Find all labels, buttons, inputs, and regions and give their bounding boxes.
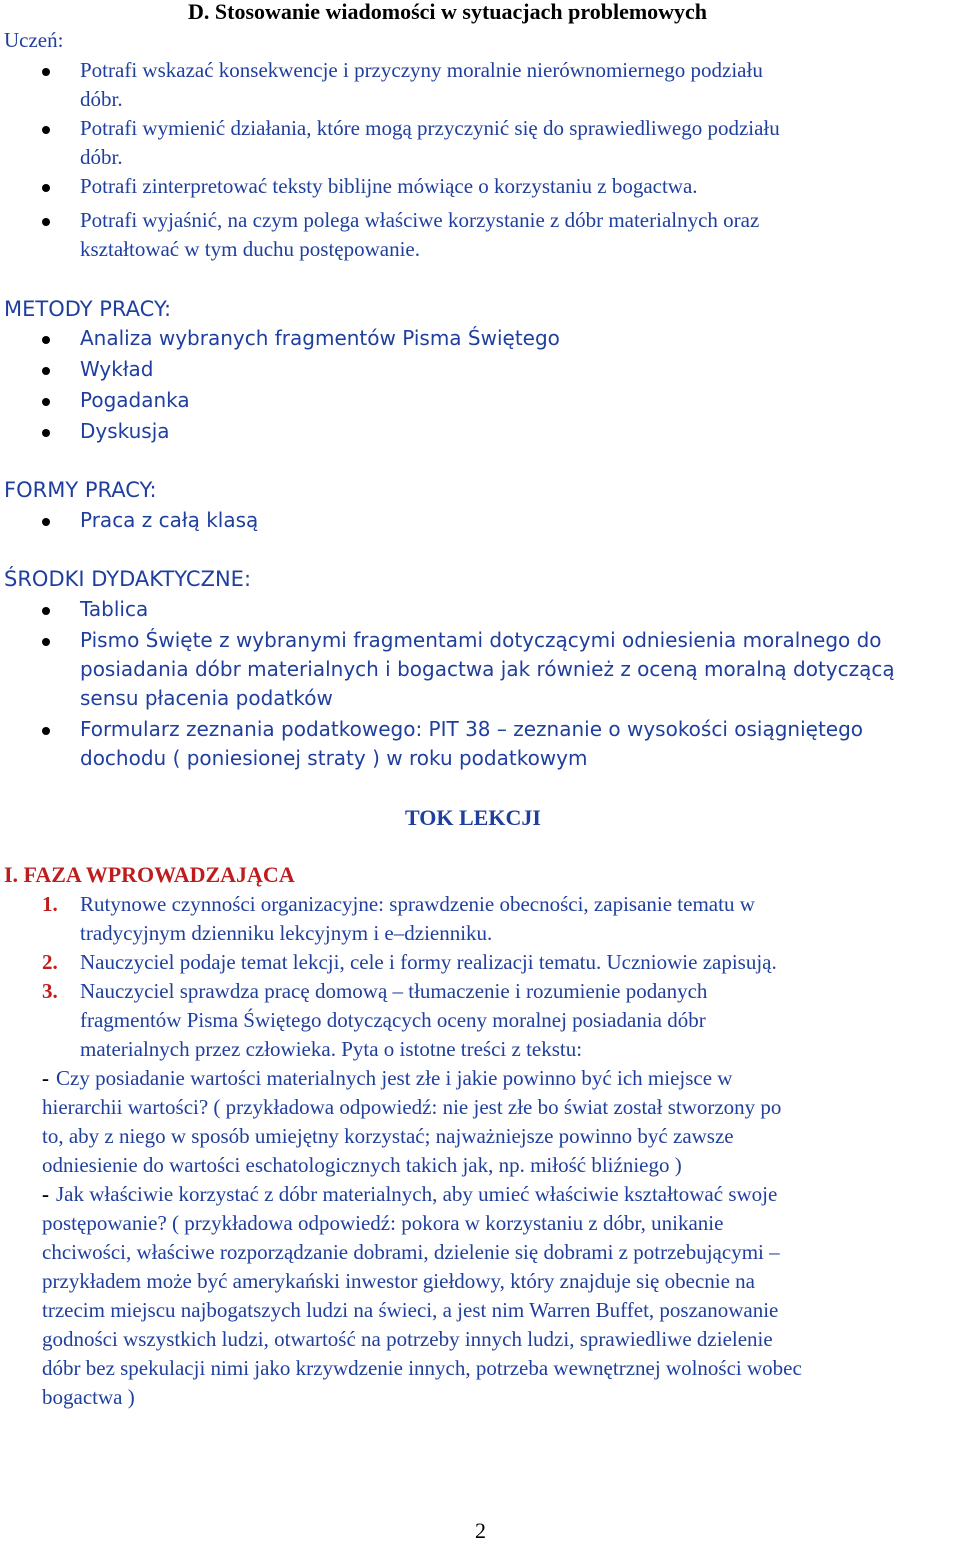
question-text-continuation: odniesienie do wartości eschatologicznych takich jak, np. miłość bliźniego ) — [42, 1153, 682, 1177]
list-item: Potrafi zinterpretować teksty biblijne mówiące o korzystaniu z bogactwa. — [80, 174, 698, 198]
step-number: 3. — [42, 979, 58, 1003]
section-d-intro: Uczeń: — [4, 28, 64, 52]
question-text: Jak właściwie korzystać z dóbr materialnych, aby umieć właściwie kształtować swoje — [56, 1182, 778, 1206]
question-text: Czy posiadanie wartości materialnych jest złe i jakie powinno być ich miejsce w — [56, 1066, 733, 1090]
list-item: Wykład — [80, 357, 154, 381]
bullet-icon — [42, 336, 50, 344]
bullet-icon — [42, 727, 50, 735]
list-item-continuation: kształtować w tym duchu postępowanie. — [80, 237, 420, 261]
list-item: Dyskusja — [80, 419, 170, 443]
step-text: Nauczyciel sprawdza pracę domową – tłumaczenie i rozumienie podanych — [80, 979, 708, 1003]
question-text-continuation: dóbr bez spekulacji nimi jako krzywdzenie innych, potrzeba wewnętrznej wolności wobec — [42, 1356, 802, 1380]
list-item: Potrafi wskazać konsekwencje i przyczyny moralnie nierównomiernego podziału — [80, 58, 763, 82]
bullet-icon — [42, 398, 50, 406]
list-item-continuation: dóbr. — [80, 145, 123, 169]
bullet-icon — [42, 607, 50, 615]
list-item-continuation: posiadania dóbr materialnych i bogactwa jak również z oceną moralną dotyczącą — [80, 657, 895, 681]
question-text-continuation: chciwości, właściwe rozporządzanie dobrami, dzielenie się dobrami z potrzebującymi – — [42, 1240, 780, 1264]
list-item-continuation: dochodu ( poniesionej straty ) w roku podatkowym — [80, 746, 588, 770]
list-item-continuation: sensu płacenia podatków — [80, 686, 333, 710]
list-item: Pogadanka — [80, 388, 190, 412]
page-number: 2 — [475, 1518, 486, 1543]
step-text-continuation: fragmentów Pisma Świętego dotyczących oceny moralnej posiadania dóbr — [80, 1008, 706, 1032]
bullet-icon — [42, 184, 50, 192]
bullet-icon — [42, 518, 50, 526]
bullet-icon — [42, 218, 50, 226]
list-item: Potrafi wyjaśnić, na czym polega właściwe korzystanie z dóbr materialnych oraz — [80, 208, 760, 232]
list-item: Praca z całą klasą — [80, 508, 259, 532]
formy-heading: FORMY PRACY: — [4, 478, 157, 502]
list-item: Pismo Święte z wybranymi fragmentami dotyczącymi odniesienia moralnego do — [80, 628, 882, 652]
bullet-icon — [42, 429, 50, 437]
step-text: Nauczyciel podaje temat lekcji, cele i formy realizacji tematu. Uczniowie zapisują. — [80, 950, 777, 974]
list-item: Potrafi wymienić działania, które mogą przyczynić się do sprawiedliwego podziału — [80, 116, 780, 140]
tok-lekcji-title: TOK LEKCJI — [405, 805, 541, 830]
bullet-icon — [42, 126, 50, 134]
question-text-continuation: postępowanie? ( przykładowa odpowiedź: pokora w korzystaniu z dóbr, unikanie — [42, 1211, 724, 1235]
question-dash: - — [42, 1182, 49, 1206]
step-text: Rutynowe czynności organizacyjne: sprawdzenie obecności, zapisanie tematu w — [80, 892, 755, 916]
list-item: Formularz zeznania podatkowego: PIT 38 – zeznanie o wysokości osiągniętego — [80, 717, 864, 741]
metody-heading: METODY PRACY: — [4, 297, 172, 321]
bullet-icon — [42, 68, 50, 76]
question-dash: - — [42, 1066, 49, 1090]
step-number: 2. — [42, 950, 58, 974]
srodki-heading: ŚRODKI DYDAKTYCZNE: — [4, 567, 252, 591]
list-item: Analiza wybranych fragmentów Pisma Świętego — [80, 326, 560, 350]
question-text-continuation: to, aby z niego w sposób umiejętny korzystać; najważniejsze powinno być zawsze — [42, 1124, 734, 1148]
question-text-continuation: trzecim miejscu najbogatszych ludzi na świeci, a jest nim Warren Buffet, poszanowanie — [42, 1298, 779, 1322]
phase-heading: I. FAZA WPROWADZAJĄCA — [4, 862, 295, 887]
list-item-continuation: dóbr. — [80, 87, 123, 111]
step-text-continuation: tradycyjnym dzienniku lekcyjnym i e–dzienniku. — [80, 921, 493, 945]
step-text-continuation: materialnych przez człowieka. Pyta o istotne treści z tekstu: — [80, 1037, 583, 1061]
list-item: Tablica — [80, 597, 149, 621]
question-text-continuation: hierarchii wartości? ( przykładowa odpowiedź: nie jest złe bo świat został stworzony po — [42, 1095, 782, 1119]
step-number: 1. — [42, 892, 58, 916]
bullet-icon — [42, 367, 50, 375]
bullet-icon — [42, 638, 50, 646]
section-d-title: D. Stosowanie wiadomości w sytuacjach problemowych — [188, 0, 708, 24]
question-text-continuation: bogactwa ) — [42, 1385, 135, 1409]
question-text-continuation: godności wszystkich ludzi, otwartość na potrzeby innych ludzi, sprawiedliwe dzielenie — [42, 1327, 773, 1351]
question-text-continuation: przykładem może być amerykański inwestor giełdowy, który znajduje się obecnie na — [42, 1269, 755, 1293]
